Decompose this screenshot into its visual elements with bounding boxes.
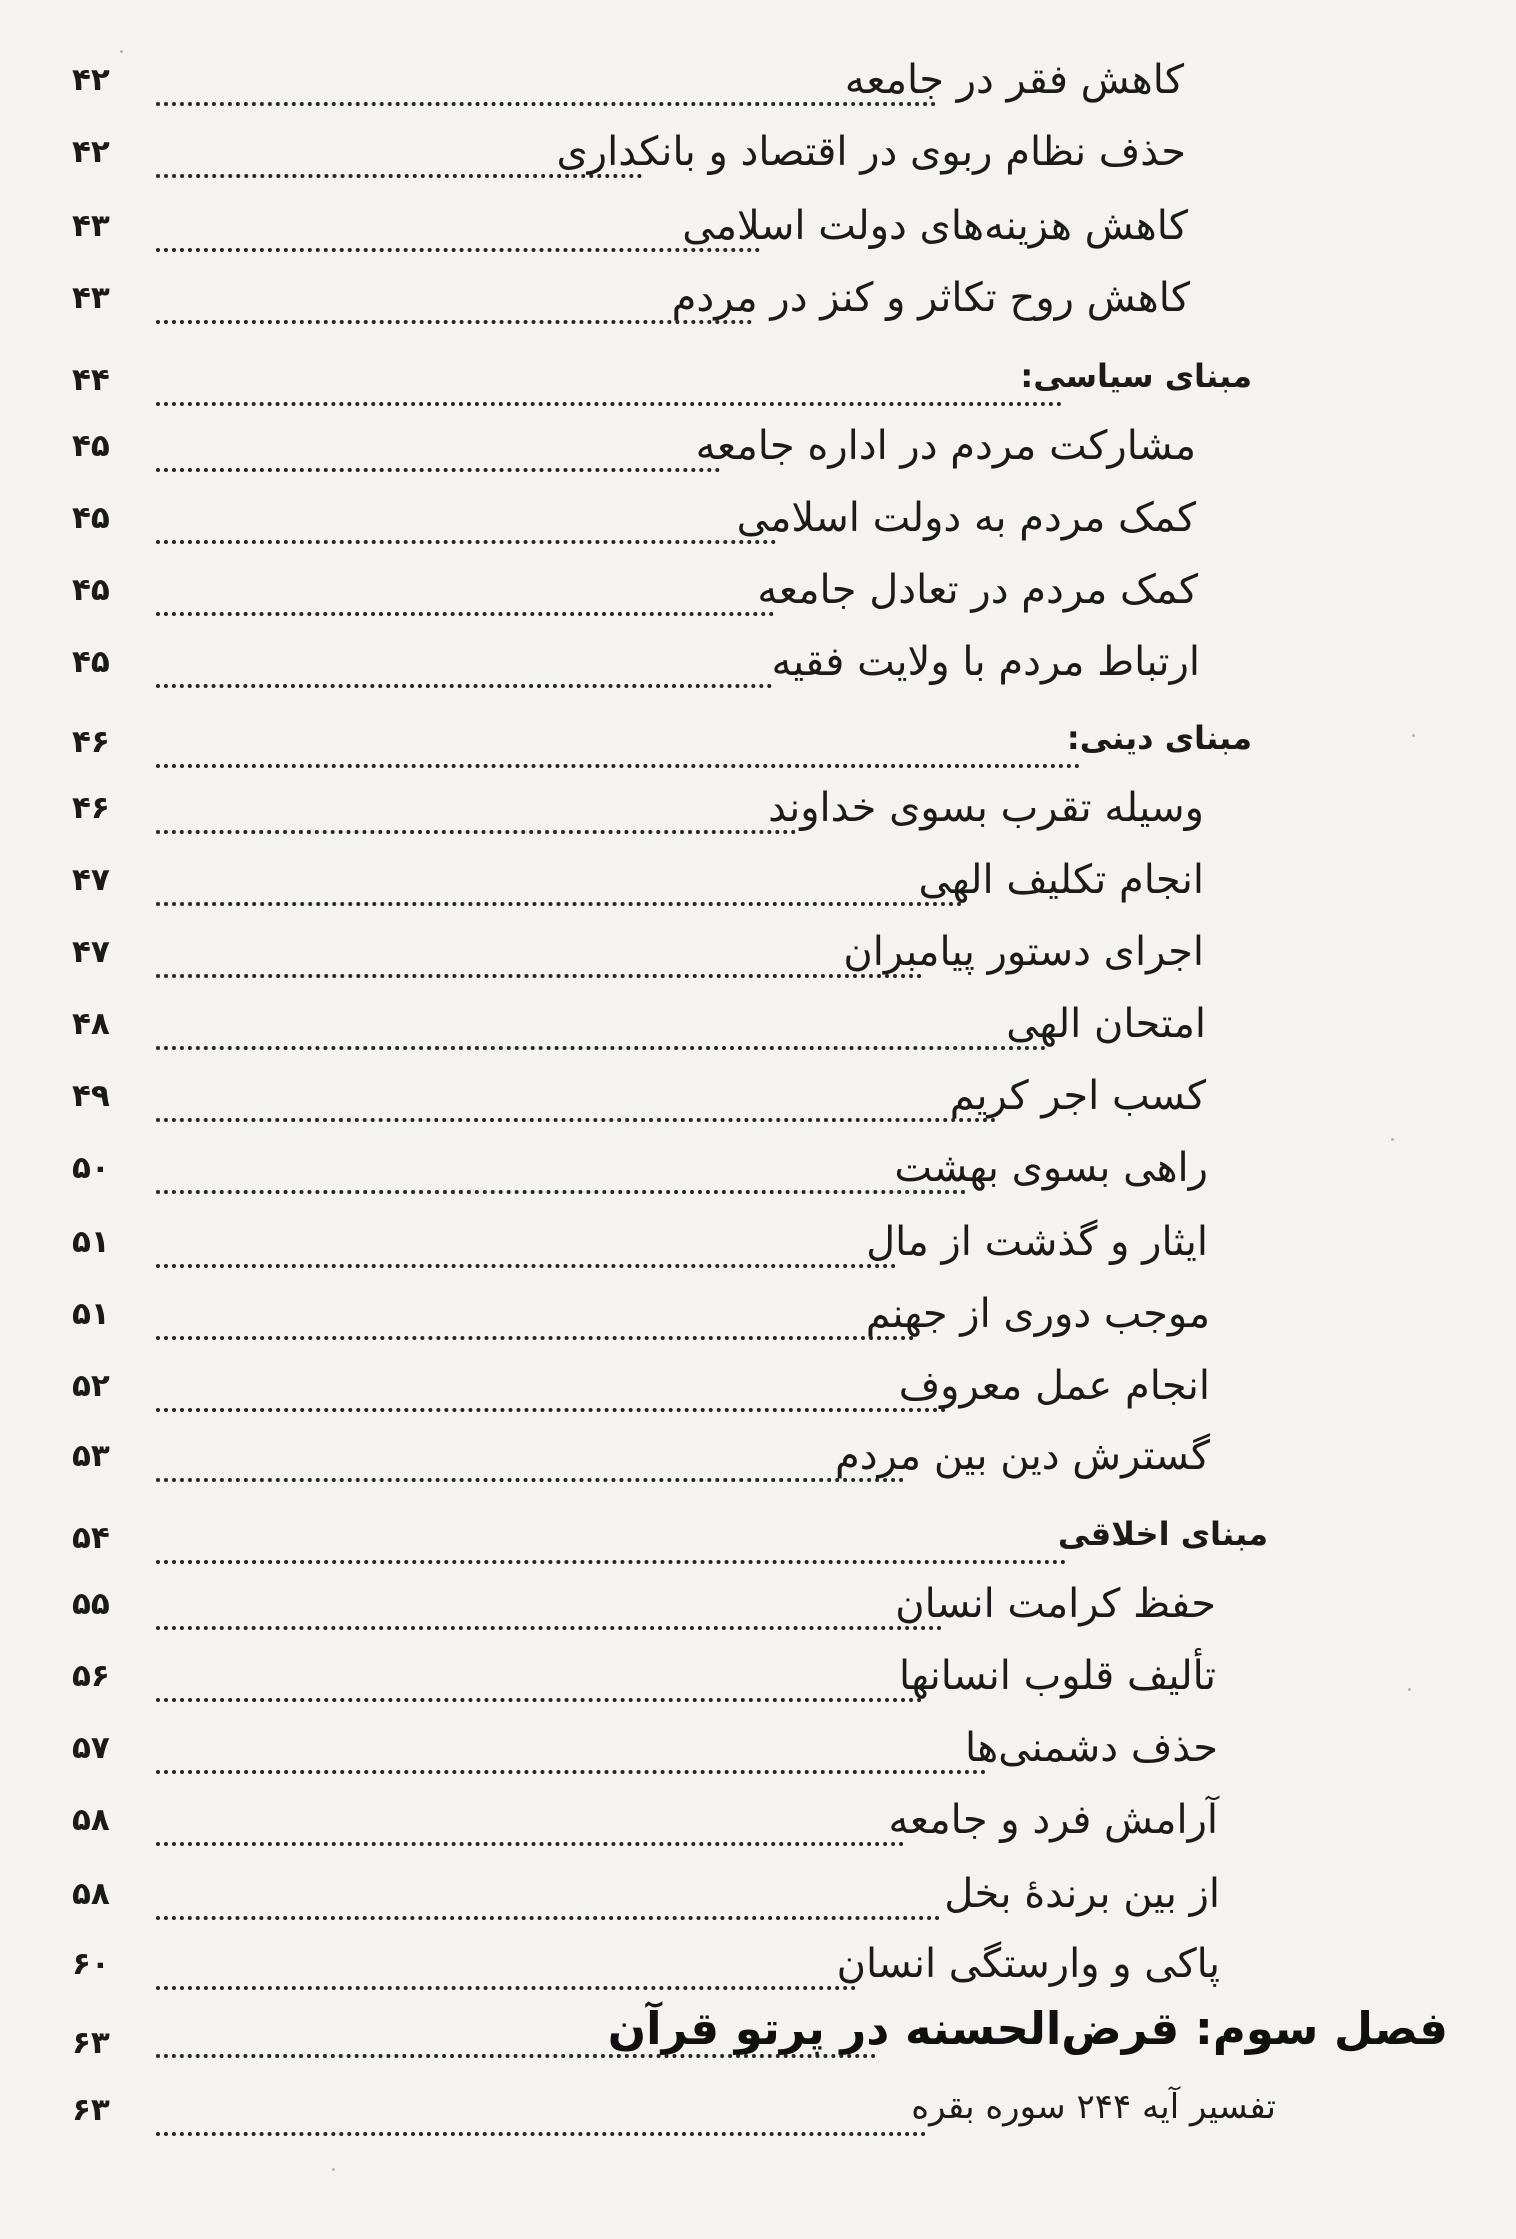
toc-entry-title: راهی بسوی بهشت: [894, 1145, 1208, 1191]
dot-leader: [156, 820, 796, 834]
toc-entry-title: ارتباط مردم با ولایت فقیه: [771, 639, 1200, 685]
toc-entry: [72, 1073, 1206, 1136]
toc-entry: [72, 1871, 1220, 1934]
toc-entry: [72, 129, 1186, 192]
toc-entry: [72, 1653, 1216, 1716]
toc-entry-title: کسب اجر کریم: [949, 1073, 1206, 1119]
dot-leader: [156, 1254, 896, 1268]
dot-leader: [156, 1326, 914, 1340]
toc-page-number: ۴۳: [72, 208, 110, 244]
toc-entry: [72, 1291, 1210, 1354]
toc-entry-title: انجام تکلیف الهی: [918, 857, 1204, 903]
dot-leader: [156, 1616, 942, 1630]
toc-page-number: ۴۵: [72, 644, 110, 680]
toc-page-number: ۶۳: [72, 2092, 110, 2128]
dot-leader: [156, 1398, 946, 1412]
dot-leader: [156, 392, 1062, 406]
dot-leader: [156, 964, 922, 978]
dot-leader: [156, 1108, 996, 1122]
dot-leader: [156, 1760, 986, 1774]
toc-entry: [72, 203, 1188, 266]
toc-entry-title: کمک مردم به دولت اسلامی: [736, 495, 1196, 541]
toc-entry: [72, 1941, 1220, 2004]
toc-entry-title: موجب دوری از جهنم: [865, 1291, 1210, 1337]
toc-page-number: ۴۵: [72, 428, 110, 464]
dot-leader: [156, 1550, 1066, 1564]
toc-page-number: ۴۴: [72, 362, 110, 398]
dot-leader: [156, 2044, 876, 2058]
dot-leader: [156, 1832, 904, 1846]
paper-speck: [332, 2168, 335, 2171]
dot-leader: [156, 1036, 1046, 1050]
toc-entry-title: حذف نظام ربوی در اقتصاد و بانکداری: [556, 129, 1186, 175]
toc-section-heading: [72, 1515, 1268, 1578]
toc-entry: [72, 1363, 1210, 1426]
toc-page-number: ۴۸: [72, 1006, 110, 1042]
dot-leader: [156, 2122, 926, 2136]
toc-entry: [72, 639, 1200, 702]
toc-entry: [72, 1219, 1208, 1282]
toc-entry: [72, 857, 1204, 920]
toc-entry-title: امتحان الهی: [1006, 1001, 1206, 1047]
toc-entry-title: اجرای دستور پیامبران: [843, 929, 1204, 975]
toc-entry: [72, 2087, 1276, 2150]
toc-entry-title: از بین برندۀ بخل: [944, 1871, 1220, 1917]
paper-speck: [1391, 1138, 1394, 1141]
toc-entry: [72, 1433, 1210, 1496]
dot-leader: [156, 530, 776, 544]
dot-leader: [156, 674, 772, 688]
toc-page-number: ۵۵: [72, 1586, 110, 1622]
toc-page-number: ۴۷: [72, 934, 110, 970]
toc-entry: [72, 1145, 1208, 1208]
toc-page-number: ۴۳: [72, 280, 110, 316]
toc-page-number: ۵۱: [72, 1224, 110, 1260]
toc-entry-title: گسترش دین بین مردم: [835, 1433, 1210, 1479]
dot-leader: [156, 92, 936, 106]
dot-leader: [156, 602, 774, 616]
toc-page-number: ۵۸: [72, 1876, 110, 1912]
toc-page-number: ۵۴: [72, 1520, 110, 1556]
toc-entry: [72, 1725, 1218, 1788]
dot-leader: [156, 164, 642, 178]
toc-entry-title: وسیله تقرب بسوی خداوند: [768, 785, 1204, 831]
toc-entry-title: کاهش هزینه‌های دولت اسلامی: [682, 203, 1188, 249]
toc-entry-title: ایثار و گذشت از مال: [866, 1219, 1208, 1265]
toc-entry: [72, 929, 1204, 992]
toc-entry-title: انجام عمل معروف: [898, 1363, 1210, 1409]
dot-leader: [156, 238, 760, 252]
toc-page-number: ۶۰: [72, 1946, 110, 1982]
dot-leader: [156, 1976, 856, 1990]
toc-entry-title: حفظ کرامت انسان: [895, 1581, 1216, 1627]
toc-entry-title: مبنای دینی:: [1066, 719, 1252, 757]
toc-entry: [72, 1001, 1206, 1064]
dot-leader: [156, 458, 720, 472]
toc-entry-title: مبنای اخلاقی: [1057, 1515, 1268, 1553]
toc-page-number: ۵۶: [72, 1658, 110, 1694]
toc-page-number: ۴۷: [72, 862, 110, 898]
dot-leader: [156, 1180, 966, 1194]
toc-entry: [72, 1581, 1216, 1644]
paper-speck: [120, 50, 123, 53]
toc-entry-title: تألیف قلوب انسانها: [899, 1653, 1216, 1699]
toc-page-number: ۴۵: [72, 500, 110, 536]
toc-page-number: ۴۶: [72, 790, 110, 826]
toc-entry: [72, 423, 1196, 486]
toc-page-number: ۵۰: [72, 1150, 110, 1186]
toc-entry-title: کاهش روح تکاثر و کنز در مردم: [671, 275, 1190, 321]
toc-page-number: ۵۷: [72, 1730, 110, 1766]
toc-page-number: ۵۸: [72, 1802, 110, 1838]
toc-page-number: ۴۲: [72, 62, 110, 98]
toc-page-number: ۴۹: [72, 1078, 110, 1114]
toc-entry-title: آرامش فرد و جامعه: [888, 1797, 1218, 1843]
toc-entry-title: کمک مردم در تعادل جامعه: [757, 567, 1198, 613]
toc-entry-title: مشارکت مردم در اداره جامعه: [695, 423, 1196, 469]
toc-page-number: ۵۱: [72, 1296, 110, 1332]
toc-page-number: ۵۲: [72, 1368, 110, 1404]
toc-page-number: ۶۳: [72, 2025, 110, 2061]
dot-leader: [156, 1468, 904, 1482]
toc-entry-title: حذف دشمنی‌ها: [964, 1725, 1218, 1771]
dot-leader: [156, 892, 962, 906]
toc-entry: [72, 57, 1184, 120]
toc-section-heading: [72, 719, 1252, 782]
paper-speck: [1408, 1688, 1411, 1691]
toc-page-number: ۴۶: [72, 724, 110, 760]
toc-page-number: ۴۲: [72, 134, 110, 170]
dot-leader: [156, 754, 1080, 768]
toc-entry: [72, 785, 1204, 848]
toc-entry-title: کاهش فقر در جامعه: [844, 57, 1184, 103]
toc-entry: [72, 495, 1196, 558]
dot-leader: [156, 1906, 940, 1920]
toc-entry-title: فصل سوم: قرض‌الحسنه در پرتو قرآن: [607, 2002, 1448, 2055]
toc-page-number: ۵۳: [72, 1438, 110, 1474]
toc-entry: [72, 275, 1190, 338]
toc-section-heading: [72, 357, 1252, 420]
dot-leader: [156, 310, 752, 324]
paper-speck: [1412, 734, 1415, 737]
dot-leader: [156, 1688, 922, 1702]
toc-entry: [72, 1797, 1218, 1860]
toc-entry-title: مبنای سیاسی:: [1020, 357, 1252, 395]
toc-page-number: ۴۵: [72, 572, 110, 608]
toc-entry-title: پاکی و وارستگی انسان: [836, 1941, 1220, 1987]
toc-entry: [72, 567, 1198, 630]
toc-entry-title: تفسیر آیه ۲۴۴ سوره بقره: [911, 2087, 1276, 2127]
toc-chapter-heading: [72, 2002, 1448, 2066]
